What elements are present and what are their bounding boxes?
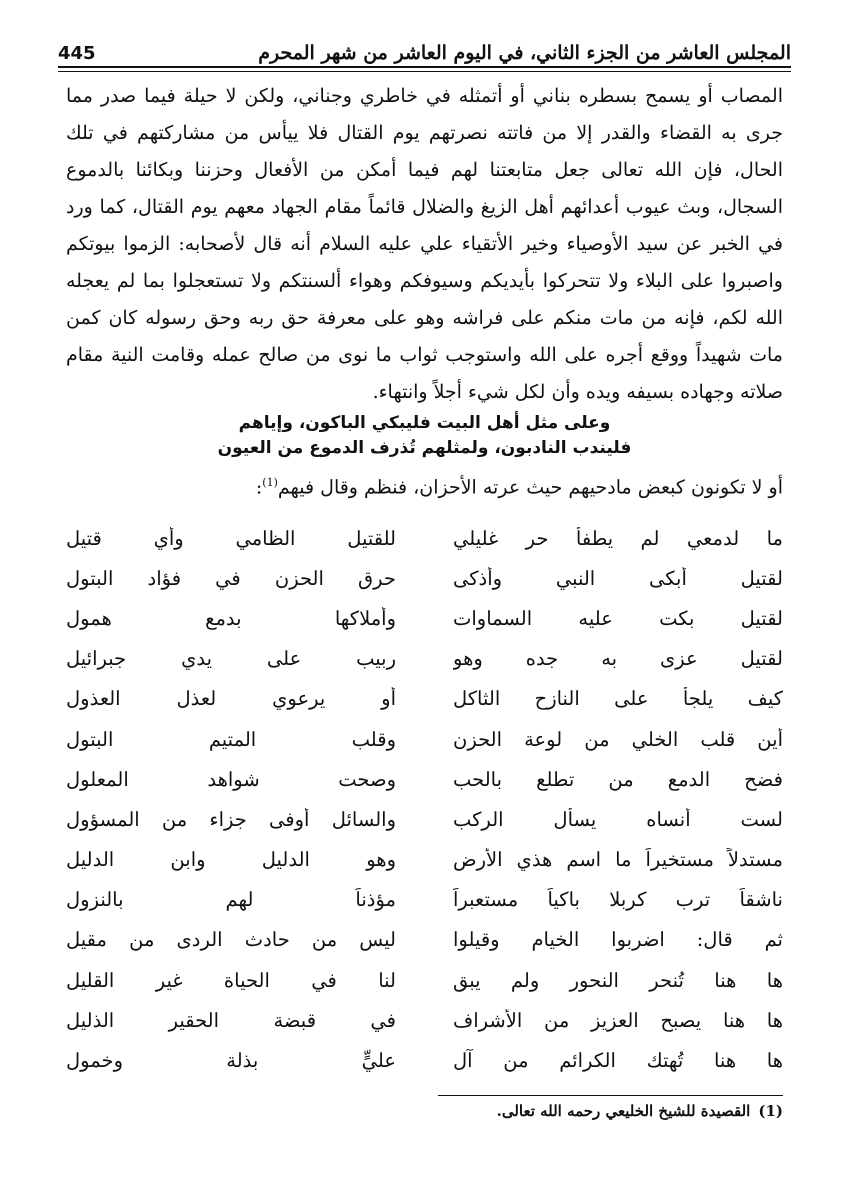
main-paragraph [66,78,783,411]
poem-verse [66,920,783,960]
footnote-separator [438,1095,783,1096]
footnote-text: القصيدة للشيخ الخليعي رحمه الله تعالى. [496,1102,751,1120]
poem-verse [66,1000,783,1040]
hemistich-left: وهو الدليل وابن الدليل [66,848,396,872]
hemistich-left: في قبضة الحقير الذليل [66,1008,396,1032]
hemistich-left: لنا في الحياة غير القليل [66,968,396,992]
page-number: 445 [58,43,96,64]
poem-verse [66,719,783,759]
hemistich-right: لقتيل أبكى النبي وأذكى [453,566,783,590]
poem-verse [66,639,783,679]
poem-verse [66,1040,783,1080]
running-header [58,28,791,64]
poem-verse [66,960,783,1000]
poem-verse [66,598,783,638]
hemistich-right: لست أنساه يسأل الركب [453,807,783,831]
hemistich-right: ما لدمعي لم يطفأ حر غليلي [453,526,783,550]
hemistich-left: والسائل أوفى جزاء من المسؤول [66,807,396,831]
poem-verse [66,679,783,719]
footnote-number: (1) [758,1102,783,1120]
hemistich-right: مستدلاً مستخيراً ما اسم هذي الأرض [453,848,783,872]
hemistich-right: أين قلب الخلي من لوعة الحزن [453,727,783,751]
hemistich-left: وأملاكها بدمع همول [66,606,396,630]
poem-verse [66,880,783,920]
hemistich-right: لقتيل بكت عليه السماوات [453,606,783,630]
poem-verse [66,799,783,839]
hemistich-left: للقتيل الظامي وأي قتيل [66,526,396,550]
hemistich-left: مؤذناً لهم بالنزول [66,888,396,912]
quote-line-1: وعلى مثل أهل البيت فليبكي الباكون، وإياهم [238,413,611,433]
footnote [66,1100,783,1122]
hemistich-left: حرق الحزن في فؤاد البتول [66,566,396,590]
header-rule-thin [58,71,791,72]
hemistich-right: ثم قال: اضربوا الخيام وقيلوا [453,928,783,952]
header-rule-thick [58,66,791,68]
hemistich-right: ها هنا تُنحر النحور ولم يبق [453,968,783,992]
hemistich-left: وقلب المتيم البتول [66,727,396,751]
hemistich-right: ناشقاً ترب كربلا باكياً مستعبراً [453,888,783,912]
hemistich-left: ربيب على يدي جبرائيل [66,647,396,671]
poem-verse [66,840,783,880]
hemistich-left: عليٍّ بذلة وخمول [66,1049,396,1073]
poem-verse [66,558,783,598]
poem [66,518,783,1081]
hemistich-left: أو يرعوي لعذل العذول [66,687,396,711]
poem-intro [66,470,783,500]
hemistich-right: كيف يلجأ على النازح الثاكل [453,687,783,711]
paragraph-text: المصاب أو يسمح بسطره بناني أو أتمثله في خاطري وجناني، ولكن لا حيلة فيما صدر مما جرى به القضاء والقدر إلا من فاتته نصرتهم يوم القتال فلا ييأس من مشاركتهم في تلك الحال، فإن الله تعالى جعل متابعتنا لهم فيما أمكن من الأفعال وحزننا وبكائنا بالدموع السجال، وبث عيوب أعدائهم أهل الزيغ والضلال قائماً مقام الجهاد معهم يوم القتال، كما ورد في الخبر عن سيد الأوصياء وخير الأتقياء علي عليه السلام أنه قال لأصحابه: الزموا بيوتكم واصبروا على البلاء ولا تتحركوا بأيديكم وسيوفكم وهواء ألسنتكم ولا تستعجلوا بما لم يعجله الله لكم، فإنه من مات منكم على فراشه وهو على معرفة حق ربه وحق رسوله كان كمن مات شهيداً ووقع أجره على الله واستوجب ثواب ما نوى من صالح عمله وقامت النية مقام صلاته وجهاده بسيفه ويده وأن لكل شيء أجلاً وانتهاء. [66,85,783,403]
hemistich-right: فضح الدمع من تطلع بالحب [453,767,783,791]
poem-verse [66,759,783,799]
footnote-reference[interactable]: (1) [262,476,278,489]
highlighted-quote [66,411,783,461]
intro-colon: : [255,476,263,499]
hemistich-right: لقتيل عزى به جده وهو [453,647,783,671]
hemistich-right: ها هنا تُهتك الكرائم من آل [453,1049,783,1073]
hemistich-left: ليس من حادث الردى من مقيل [66,928,396,952]
intro-text: أو لا تكونون كبعض مادحيهم حيث عرته الأحزان، فنظم وقال فيهم [277,476,783,499]
hemistich-right: ها هنا يصبح العزيز من الأشراف [453,1008,783,1032]
quote-line-2: فليندب النادبون، ولمثلهم تُذرف الدموع من العيون [217,438,632,458]
poem-verse [66,518,783,558]
hemistich-left: وصحت شواهد المعلول [66,767,396,791]
header-title: المجلس العاشر من الجزء الثاني، في اليوم العاشر من شهر المحرم [258,42,791,64]
